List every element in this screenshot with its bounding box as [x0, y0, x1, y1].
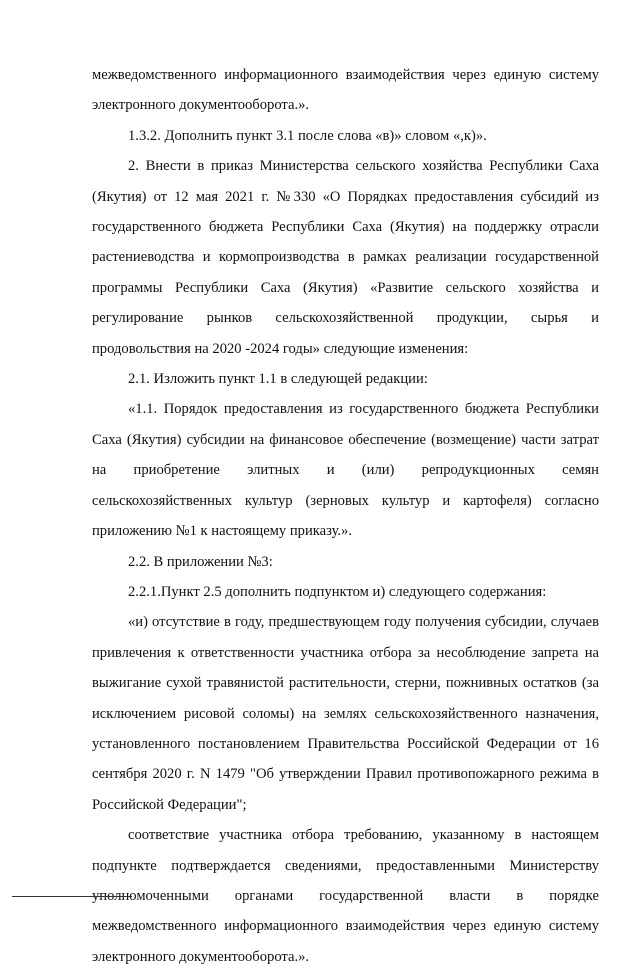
paragraph-2-2-1: 2.2.1.Пункт 2.5 дополнить подпунктом и) следующего содержания: [128, 583, 547, 600]
paragraph-2-1: 2.1. Изложить пункт 1.1 в следующей редакции: [128, 371, 428, 388]
paragraph-compliance: соответствие участника отбора требованию, указанному в настоящем подпункте подтверждается сведениями, предоставленными Министерству уполномоченными органами государственной власти в порядке межведомственного информационного взаимодействия через единую систему электронного документооборота.». [92, 827, 599, 965]
paragraph-2-2: 2.2. В приложении №3: [128, 553, 273, 570]
paragraph-continuation: межведомственного информационного взаимодействия через единую систему электронного документооборота.». [92, 67, 599, 114]
paragraph-1-1-quote: «1.1. Порядок предоставления из государственного бюджета Республики Саха (Якутия) субсидии на финансовое обеспечение (возмещение) части затрат на приобретение элитных и (или) репродукционных семян сельскохозяйственных культур (зерновых культур и картофеля) согласно приложению №1 к настоящему приказу.». [92, 401, 599, 540]
footer-rule [12, 896, 132, 897]
document-body [92, 60, 599, 972]
paragraph-2: 2. Внести в приказ Министерства сельского хозяйства Республики Саха (Якутия) от 12 мая 2021 г. №330 «О Порядках предоставления субсидий из государственного бюджета Республики Саха (Якутия) на поддержку отрасли растениеводства и кормопроизводства в рамках реализации государственной программы Республики Саха (Якутия) «Развитие сельского хозяйства и регулирование рынков сельскохозяйственной продукции, сырья и продовольствия на 2020 -2024 годы» следующие изменения: [92, 158, 599, 357]
paragraph-1-3-2: 1.3.2. Дополнить пункт 3.1 после слова «в)» словом «,к)». [128, 127, 487, 144]
paragraph-subpoint-i: «и) отсутствие в году, предшествующем году получения субсидии, случаев привлечения к ответственности участника отбора за несоблюдение запрета на выжигание сухой травянистой растительности, стерни, пожнивных остатков (за исключением рисовой соломы) на землях сельскохозяйственного назначения, установленного постановлением Правительства Российской Федерации от 16 сентября 2020 г. N 1479 "Об утверждении Правил противопожарного режима в Российской Федерации"; [92, 614, 599, 813]
